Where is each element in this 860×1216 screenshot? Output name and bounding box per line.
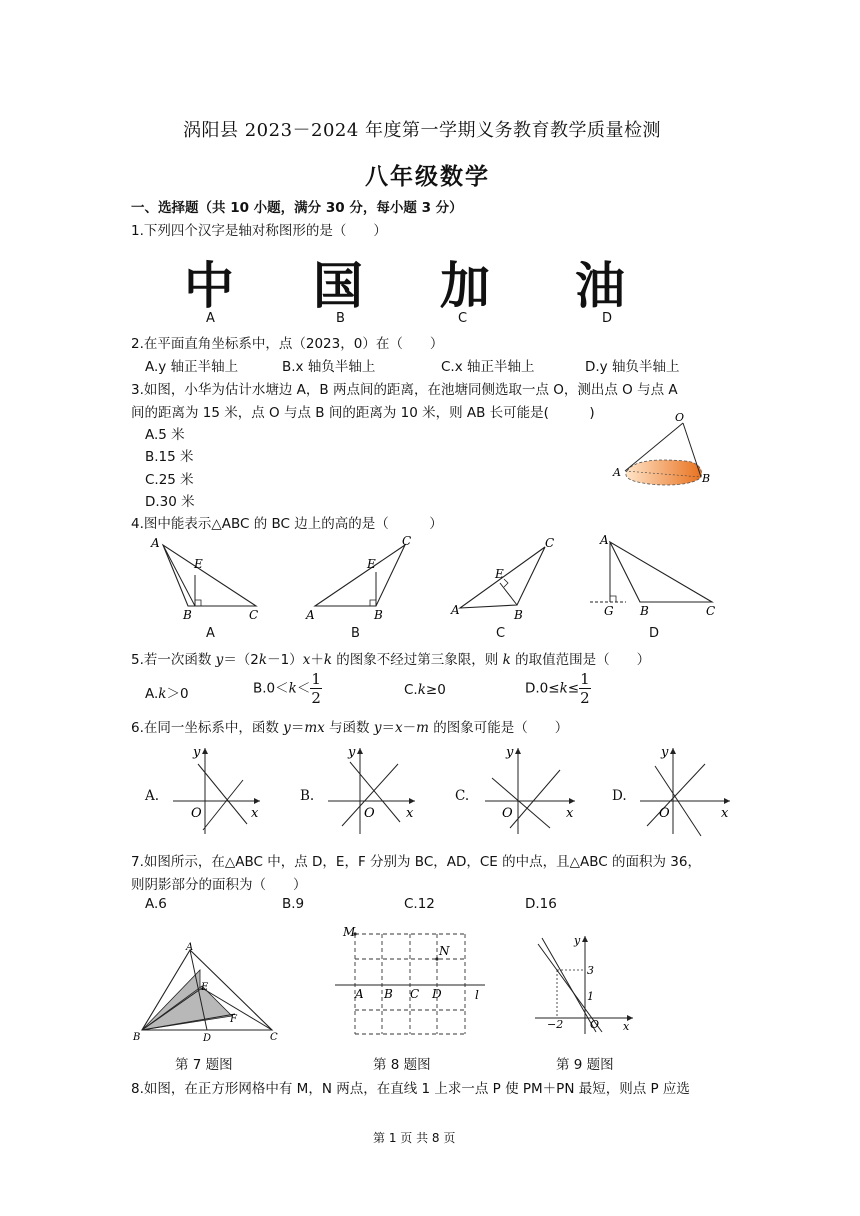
q4-label-c: C (496, 626, 506, 641)
svg-text:E: E (194, 557, 203, 571)
svg-text:M: M (343, 925, 356, 939)
q5-option-b: B.0＜k＜ $\frac{1}{2}$ (253, 670, 321, 707)
q2-option-c: C.x 轴正半轴上 (441, 359, 535, 375)
q1-label-a: A (206, 311, 215, 326)
svg-text:y: y (661, 745, 669, 760)
svg-text:x: x (721, 806, 729, 821)
fig7-triangle (130, 942, 285, 1047)
svg-text:C: C (270, 1032, 278, 1043)
svg-text:x: x (566, 806, 574, 821)
q1-char-b: 国 (313, 257, 363, 315)
svg-text:O: O (364, 806, 375, 821)
q1-label-d: D (602, 311, 613, 326)
svg-text:3: 3 (587, 964, 594, 977)
svg-text:y: y (193, 745, 201, 760)
q7-stem-line2: 则阴影部分的面积为（ ） (131, 877, 307, 893)
svg-text:D: D (203, 1033, 212, 1044)
svg-text:B: B (384, 987, 393, 1001)
pond-shape (626, 460, 702, 485)
q1-label-c: C (458, 311, 468, 326)
q4-stem: 4.图中能表示△ABC 的 BC 边上的高的是（ ） (131, 516, 443, 532)
svg-text:A: A (451, 603, 460, 617)
q3-stem-line1: 3.如图，小华为估计水塘边 A，B 两点间的距离，在池塘同侧选取一点 O，测出点 O 与点 A (131, 382, 678, 398)
svg-text:y: y (348, 745, 356, 760)
svg-text:O: O (659, 806, 670, 821)
q3-pond-figure (605, 405, 725, 495)
svg-text:B: B (183, 608, 192, 622)
q3-stem-line2: 间的距离为 15 米，点 O 与点 B 间的距离为 10 米，则 AB 长可能是( ) (131, 405, 595, 421)
q3-option-a: A.5 米 (145, 427, 185, 443)
svg-text:l: l (475, 988, 479, 1002)
svg-text:A: A (355, 987, 364, 1001)
q3-option-d: D.30 米 (145, 494, 195, 510)
page-footer: 第 1 页 共 8 页 (373, 1131, 456, 1145)
svg-text:C: C (545, 536, 555, 550)
svg-text:C: C (410, 987, 420, 1001)
q6-graph-label-a: A. (145, 788, 160, 804)
svg-text:O: O (590, 1018, 600, 1031)
svg-text:C: C (706, 604, 716, 618)
svg-text:B: B (640, 604, 649, 618)
q7-option-c: C.12 (404, 896, 435, 912)
svg-text:F: F (230, 1014, 237, 1025)
svg-text:E: E (201, 982, 209, 993)
svg-text:E: E (367, 557, 376, 571)
svg-text:B: B (514, 608, 523, 622)
exam-title: 涡阳县 2023－2024 年度第一学期义务教育教学质量检测 (183, 120, 662, 141)
svg-text:B: B (374, 608, 383, 622)
q1-char-d: 油 (575, 257, 625, 315)
point-b-label: B (702, 472, 711, 485)
q3-option-b: B.15 米 (145, 449, 194, 465)
point-o-label: O (675, 411, 685, 424)
svg-text:y: y (574, 934, 581, 947)
svg-text:x: x (623, 1020, 630, 1033)
svg-text:A: A (600, 533, 609, 547)
fig8-grid (335, 922, 485, 1040)
svg-text:A: A (151, 536, 160, 550)
q6-graph-label-d: D. (612, 788, 627, 804)
q3-option-c: C.25 米 (145, 472, 194, 488)
svg-text:x: x (406, 806, 414, 821)
svg-text:D: D (432, 987, 442, 1001)
q5-option-d: D.0≤k≤ $\frac{1}{2}$ (525, 670, 590, 707)
q2-option-a: A.y 轴正半轴上 (145, 359, 239, 375)
q1-char-c: 加 (440, 257, 490, 315)
fig9-caption: 第 9 题图 (556, 1057, 614, 1073)
q6-graph-label-c: C. (455, 788, 470, 804)
q4-figure-d (590, 532, 725, 627)
q6-graph-label-b: B. (300, 788, 315, 804)
q4-label-a: A (206, 626, 215, 641)
q6-stem: 6.在同一坐标系中，函数 y＝mx 与函数 y＝x－m 的图象可能是（ ） (131, 720, 569, 736)
svg-text:A: A (186, 942, 194, 953)
q5-option-a: A.k＞0 (145, 686, 189, 702)
q2-option-d: D.y 轴负半轴上 (585, 359, 680, 375)
svg-text:1: 1 (587, 990, 594, 1003)
q7-stem-line1: 7.如图所示，在△ABC 中，点 D，E，F 分别为 BC，AD，CE 的中点，且△ABC 的面积为 36， (131, 854, 701, 870)
q8-stem: 8.如图，在正方形网格中有 M，N 两点，在直线 1 上求一点 P 使 PM＋PN 最短，则点 P 应选 (131, 1081, 690, 1097)
svg-text:C: C (249, 608, 259, 622)
q7-option-a: A.6 (145, 896, 167, 912)
section-heading: 一、选择题（共 10 小题，满分 30 分，每小题 3 分） (131, 200, 463, 216)
q5-stem: 5.若一次函数 y＝（2k－1）x＋k 的图象不经过第三象限，则 k 的取值范围是（ ） (131, 652, 651, 668)
q7-option-d: D.16 (525, 896, 557, 912)
q1-stem: 1.下列四个汉字是轴对称图形的是（ ） (131, 223, 387, 239)
q4-label-d: D (649, 626, 660, 641)
svg-text:O: O (502, 806, 513, 821)
q2-stem: 2.在平面直角坐标系中，点（2023，0）在（ ） (131, 336, 444, 352)
q6-graph-d (635, 742, 735, 837)
svg-text:A: A (306, 608, 315, 622)
fig8-caption: 第 8 题图 (373, 1057, 431, 1073)
fig7-caption: 第 7 题图 (175, 1057, 233, 1073)
svg-text:N: N (439, 944, 450, 958)
q1-label-b: B (336, 311, 345, 326)
q6-graph-c (480, 742, 580, 837)
q4-label-b: B (351, 626, 360, 641)
q4-figure-a (148, 535, 273, 625)
q4-figure-b (303, 535, 428, 625)
point-a-label: A (613, 466, 621, 479)
svg-text:x: x (251, 806, 259, 821)
q2-option-b: B.x 轴负半轴上 (282, 359, 376, 375)
q6-graph-b (320, 742, 420, 837)
q4-figure-c (448, 535, 573, 625)
q7-option-b: B.9 (282, 896, 305, 912)
q1-char-a: 中 (184, 257, 234, 315)
q5-option-c: C.k≥0 (404, 682, 446, 698)
svg-text:C: C (402, 535, 412, 548)
svg-text:y: y (506, 745, 514, 760)
q6-graph-a (165, 742, 265, 837)
fig9-axes (530, 928, 640, 1038)
svg-text:O: O (191, 806, 202, 821)
svg-text:−2: −2 (547, 1018, 564, 1031)
subject-title: 八年级数学 (365, 164, 490, 190)
svg-text:G: G (604, 604, 614, 618)
svg-text:E: E (495, 567, 504, 581)
svg-text:B: B (133, 1032, 141, 1043)
